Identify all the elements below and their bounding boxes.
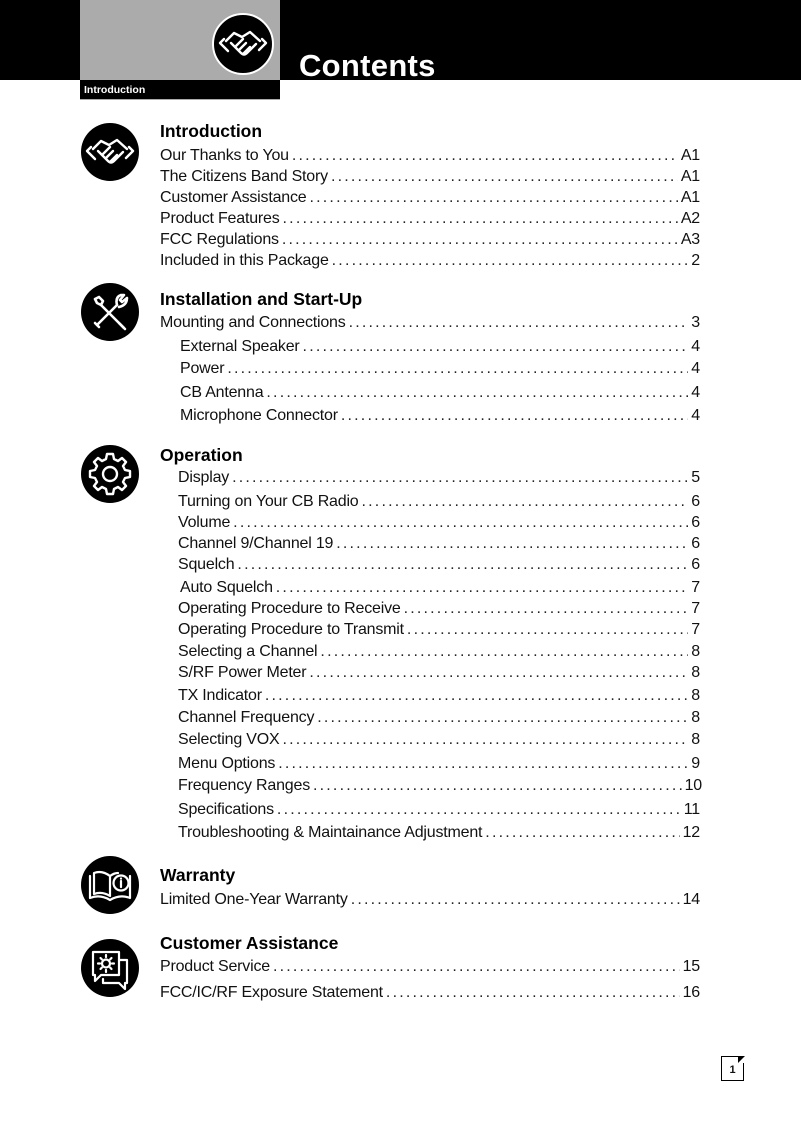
toc-entry-text: Volume [178,514,231,531]
toc-entry[interactable] [178,598,700,619]
toc-entry[interactable] [180,577,700,598]
toc-entry[interactable] [160,250,700,271]
toc-entry-page: 7 [691,579,700,596]
toc-entry[interactable] [178,799,700,820]
toc-entry-text: Mounting and Connections [160,314,346,331]
toc-entry-page: 3 [691,314,700,331]
toc-entry[interactable] [178,775,702,796]
toc-entry-page: 8 [691,687,700,704]
toc-entry[interactable] [180,358,700,379]
dot-leader [309,662,688,683]
toc-entry[interactable] [160,187,700,208]
toc-entry-page: 11 [683,801,700,818]
toc-entry-page: 16 [682,984,700,1001]
toc-entry-page: 2 [691,252,700,269]
toc-entry-page: 7 [691,621,700,638]
toc-entry[interactable] [178,467,700,488]
dot-leader [265,685,688,706]
toc-entry-text: Channel 9/Channel 19 [178,535,334,552]
toc-entry-page: 4 [691,360,700,377]
toc-entry-text: Specifications [178,801,274,818]
toc-entry[interactable] [160,145,700,166]
dot-leader [313,775,682,796]
dot-leader [282,229,678,250]
chat-gear-icon [81,939,139,997]
toc-entry-text: Selecting a Channel [178,643,318,660]
toc-entry-page: 6 [691,535,700,552]
dot-leader [309,187,677,208]
toc-entry-text: Turning on Your CB Radio [178,493,359,510]
section-tab-label: Introduction [84,84,146,96]
page-fold-icon [738,1056,745,1063]
toc-entry[interactable] [160,312,700,333]
dot-leader [292,145,678,166]
toc-entry[interactable] [160,208,700,229]
toc-entry-page: A2 [680,210,700,227]
dot-leader [404,598,689,619]
toc-entry[interactable] [160,166,700,187]
toc-entry[interactable] [180,382,700,403]
dot-leader [351,889,680,910]
toc-entry-page: 4 [691,407,700,424]
toc-entry-text: The Citizens Band Story [160,168,328,185]
toc-entry-page: 8 [691,709,700,726]
toc-entry[interactable] [160,956,700,977]
toc-entry-page: 9 [691,755,700,772]
toc-entry-text: Selecting VOX [178,731,280,748]
toc-entry[interactable] [160,889,700,910]
toc-entry-text: Auto Squelch [180,579,273,596]
dot-leader [303,336,689,357]
dot-leader [276,577,689,598]
toc-entry[interactable] [178,512,700,533]
toc-entry[interactable] [178,822,700,843]
toc-entry-text: Troubleshooting & Maintainance Adjustment [178,824,483,841]
page-number-badge [721,1056,744,1081]
toc-entry-text: Operating Procedure to Transmit [178,621,404,638]
dot-leader [320,641,688,662]
toc-entry-text: Limited One-Year Warranty [160,891,348,908]
toc-entry[interactable] [178,729,700,750]
dot-leader [233,512,688,533]
toc-entry-text: Menu Options [178,755,276,772]
section-title-operation: Operation [160,445,243,465]
toc-entry-page: A1 [680,168,700,185]
toc-entry-text: Channel Frequency [178,709,315,726]
toc-entry-page: 14 [682,891,700,908]
dot-leader [227,358,688,379]
toc-entry-page: 8 [691,664,700,681]
toc-entry-text: Microphone Connector [180,407,338,424]
toc-entry[interactable] [178,491,700,512]
toc-entry-page: 7 [691,600,700,617]
toc-entry[interactable] [160,982,700,1003]
toc-entry-text: Operating Procedure to Receive [178,600,401,617]
page-number: 1 [729,1064,736,1076]
toc-entry-page: A3 [680,231,700,248]
toc-entry-text: CB Antenna [180,384,264,401]
toc-entry[interactable] [178,533,700,554]
dot-leader [349,312,689,333]
toc-entry-text: Display [178,469,230,486]
toc-entry-page: A1 [680,189,700,206]
toc-entry-text: Included in this Package [160,252,329,269]
toc-entry[interactable] [160,229,700,250]
toc-entry-text: Frequency Ranges [178,777,310,794]
toc-entry[interactable] [178,619,700,640]
section-title-introduction: Introduction [160,121,263,141]
toc-entry[interactable] [178,707,700,728]
dot-leader [283,208,678,229]
toc-entry-page: A1 [680,147,700,164]
toc-entry-page: 4 [691,384,700,401]
toc-entry[interactable] [180,405,700,426]
book-info-icon [81,856,139,914]
dot-leader [331,166,678,187]
toc-entry-text: Power [180,360,225,377]
toc-entry[interactable] [178,641,700,662]
dot-leader [386,982,680,1003]
toc-entry-page: 8 [691,731,700,748]
toc-entry-page: 6 [691,556,700,573]
toc-entry[interactable] [178,662,700,683]
toc-entry[interactable] [178,685,700,706]
dot-leader [336,533,688,554]
section-title-warranty: Warranty [160,865,236,885]
dot-leader [266,382,688,403]
section-title-customer-assistance: Customer Assistance [160,933,339,953]
dot-leader [237,554,688,575]
gear-icon [81,445,139,503]
dot-leader [407,619,688,640]
dot-leader [317,707,688,728]
toc-entry-text: Squelch [178,556,235,573]
handshake-icon [212,13,274,75]
toc-entry-page: 6 [691,514,700,531]
toc-entry-page: 6 [691,493,700,510]
toc-entry-page: 10 [684,777,702,794]
tools-icon [81,283,139,341]
section-title-installation: Installation and Start-Up [160,289,363,309]
toc-entry-page: 5 [691,469,700,486]
toc-entry-page: 8 [691,643,700,660]
dot-leader [278,753,688,774]
toc-entry-text: FCC Regulations [160,231,279,248]
toc-entry-page: 4 [691,338,700,355]
dot-leader [232,467,688,488]
dot-leader [282,729,688,750]
toc-entry[interactable] [178,753,700,774]
dot-leader [277,799,681,820]
dot-leader [273,956,680,977]
toc-entry[interactable] [178,554,700,575]
toc-entry-text: Customer Assistance [160,189,307,206]
toc-entry[interactable] [180,336,700,357]
dot-leader [362,491,689,512]
dot-leader [332,250,689,271]
toc-entry-page: 15 [682,958,700,975]
toc-entry-text: Product Service [160,958,270,975]
toc-entry-text: S/RF Power Meter [178,664,307,681]
toc-entry-page: 12 [682,824,700,841]
toc-entry-text: Our Thanks to You [160,147,289,164]
toc-entry-text: Product Features [160,210,280,227]
handshake-icon [81,123,139,181]
toc-entry-text: External Speaker [180,338,300,355]
dot-leader [485,822,679,843]
toc-entry-text: FCC/IC/RF Exposure Statement [160,984,383,1001]
dot-leader [341,405,688,426]
page-title: Contents [299,48,436,83]
toc-entry-text: TX Indicator [178,687,262,704]
